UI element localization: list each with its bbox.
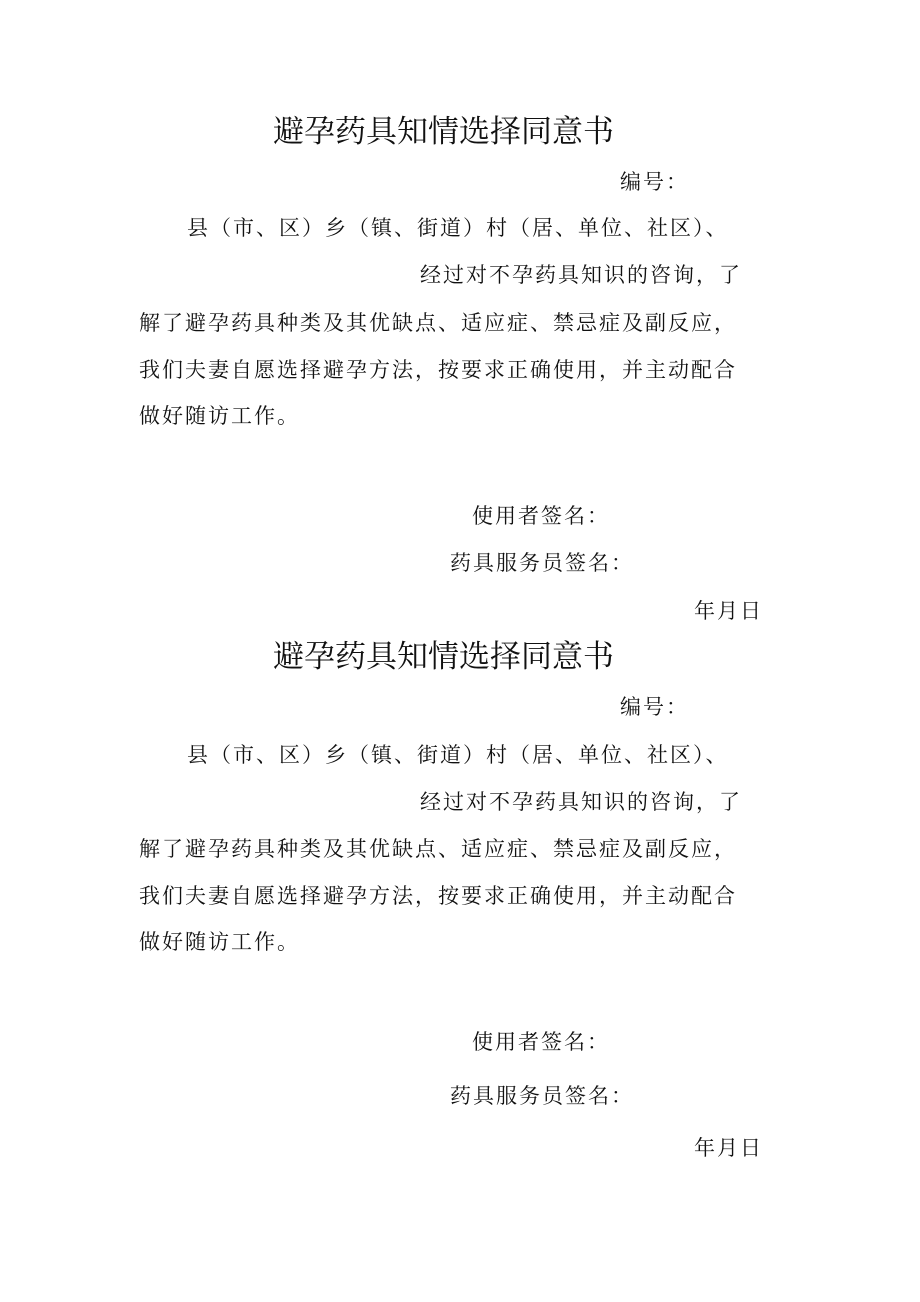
date-label: 年月日: [694, 1136, 763, 1160]
staff-signature-label: 药具服务员签名：: [450, 1084, 634, 1108]
user-signature-label: 使用者签名：: [472, 504, 610, 528]
form-title: 避孕药具知情选择同意书: [273, 114, 614, 150]
form-title: 避孕药具知情选择同意书: [273, 639, 614, 675]
address-line: 县（市、区）乡（镇、街道）村（居、单位、社区）、: [187, 743, 729, 767]
address-line: 县（市、区）乡（镇、街道）村（居、单位、社区）、: [187, 216, 729, 240]
staff-signature-label: 药具服务员签名：: [450, 551, 634, 575]
body-line-3: 我们夫妻自愿选择避孕方法，按要求正确使用，并主动配合: [139, 358, 737, 382]
body-line-4: 做好随访工作。: [139, 930, 300, 954]
body-line-1: 经过对不孕药具知识的咨询，了: [420, 263, 742, 287]
user-signature-label: 使用者签名：: [472, 1030, 610, 1054]
form-number-label: 编号：: [620, 695, 689, 719]
body-line-2: 解了避孕药具种类及其优缺点、适应症、禁忌症及副反应，: [139, 837, 737, 861]
body-line-1: 经过对不孕药具知识的咨询，了: [420, 790, 742, 814]
body-line-2: 解了避孕药具种类及其优缺点、适应症、禁忌症及副反应，: [139, 311, 737, 335]
date-label: 年月日: [694, 599, 763, 623]
body-line-4: 做好随访工作。: [139, 404, 300, 428]
form-number-label: 编号：: [620, 170, 689, 194]
body-line-3: 我们夫妻自愿选择避孕方法，按要求正确使用，并主动配合: [139, 884, 737, 908]
